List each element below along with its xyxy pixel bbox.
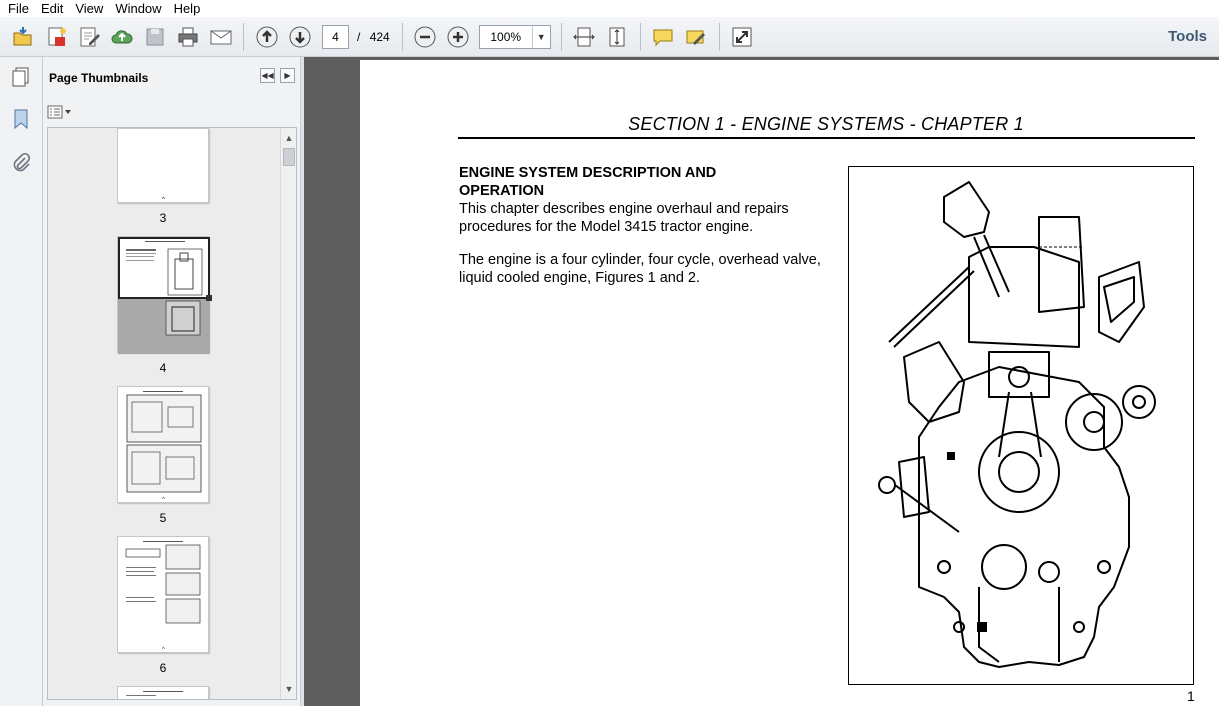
- next-page-button[interactable]: [285, 22, 315, 52]
- plus-circle-icon: [446, 25, 470, 49]
- create-pdf-icon: [44, 25, 68, 49]
- chevron-down-icon[interactable]: ▼: [532, 26, 550, 48]
- thumbnail-label: 4: [159, 361, 167, 375]
- section-heading: ENGINE SYSTEM DESCRIPTION AND OPERATION: [459, 165, 717, 199]
- previous-page-button[interactable]: [252, 22, 282, 52]
- page-thumbnails-button[interactable]: [7, 63, 35, 91]
- thumbnail-label: 5: [159, 511, 167, 525]
- engine-cutaway-illustration: [849, 167, 1193, 684]
- print-button[interactable]: [173, 22, 203, 52]
- folder-open-icon: [11, 25, 35, 49]
- chevron-right-icon: ▶: [284, 71, 291, 80]
- collapse-panel-button[interactable]: [260, 68, 275, 83]
- open-button[interactable]: [8, 22, 38, 52]
- resize-handle[interactable]: [206, 295, 212, 301]
- email-button[interactable]: [206, 22, 236, 52]
- thumbnail-label: 3: [159, 211, 167, 225]
- zoom-select[interactable]: [479, 25, 551, 49]
- zoom-value: 100%: [490, 29, 522, 44]
- expand-arrows-icon: [730, 25, 754, 49]
- double-chevron-left-icon: ◀◀: [261, 71, 274, 80]
- paperclip-icon: [10, 152, 32, 174]
- toolbar-separator: [719, 23, 720, 51]
- pages-icon: [10, 66, 32, 88]
- menu-file[interactable]: File: [8, 1, 29, 16]
- thumbnail-page-3[interactable]: ^: [117, 128, 209, 203]
- edit-document-icon: [77, 25, 101, 49]
- fit-page-icon: [605, 25, 629, 49]
- thumbnail-page-6[interactable]: [117, 536, 209, 653]
- viewport-indicator[interactable]: [118, 237, 210, 299]
- page-number-input[interactable]: 4: [322, 25, 349, 49]
- fit-width-button[interactable]: [569, 22, 599, 52]
- menu-bar: [0, 0, 1219, 17]
- paragraph-intro: This chapter describes engine overhaul and repairs procedures for the Model 3415 tractor engine.: [459, 201, 789, 235]
- envelope-icon: [209, 25, 233, 49]
- zoom-in-button[interactable]: [443, 22, 473, 52]
- svg-text:^: ^: [162, 497, 165, 503]
- scroll-down-icon[interactable]: ▼: [284, 684, 294, 694]
- thumbnail-label: 6: [159, 661, 167, 675]
- menu-help[interactable]: Help: [173, 1, 201, 16]
- create-pdf-button[interactable]: [41, 22, 71, 52]
- thumbnails-list[interactable]: [47, 127, 297, 700]
- expand-panel-button[interactable]: [280, 68, 295, 83]
- navigation-rail: [0, 57, 43, 706]
- save-button[interactable]: [140, 22, 170, 52]
- paragraph-engine: The engine is a four cylinder, four cycle, overhead valve, liquid cooled engine, Figures 1 and 2.: [459, 252, 821, 286]
- thumbnail-page-5[interactable]: [117, 386, 209, 503]
- fit-page-button[interactable]: [602, 22, 632, 52]
- fit-width-icon: [572, 25, 596, 49]
- bookmark-icon: [10, 108, 32, 130]
- thumbnails-scrollbar[interactable]: [280, 128, 296, 699]
- toolbar-separator: [402, 23, 403, 51]
- thumbnail-options-button[interactable]: [47, 104, 73, 120]
- thumbnails-panel: [43, 57, 300, 706]
- bookmarks-button[interactable]: [7, 105, 35, 133]
- page-separator: /: [357, 29, 361, 44]
- tools-button[interactable]: Tools: [1168, 28, 1207, 45]
- title-rule: [458, 137, 1195, 139]
- section-title: SECTION 1 - ENGINE SYSTEMS - CHAPTER 1: [628, 114, 1024, 134]
- save-icon: [143, 25, 167, 49]
- full-screen-button[interactable]: [727, 22, 757, 52]
- thumbnail-page-4[interactable]: [117, 236, 209, 353]
- arrow-down-circle-icon: [288, 25, 312, 49]
- page-total-count: 424: [369, 29, 390, 44]
- panel-title: Page Thumbnails: [49, 71, 149, 85]
- edit-pdf-button[interactable]: [74, 22, 104, 52]
- toolbar-separator: [640, 23, 641, 51]
- minus-circle-icon: [413, 25, 437, 49]
- toolbar-separator: [561, 23, 562, 51]
- engine-figure: [848, 166, 1194, 685]
- document-page: [360, 60, 1219, 706]
- page-footer-number: 1: [1187, 688, 1195, 704]
- svg-text:^: ^: [162, 647, 165, 653]
- scroll-thumb[interactable]: [283, 148, 295, 166]
- comment-button[interactable]: [648, 22, 678, 52]
- printer-icon: [176, 25, 200, 49]
- menu-window[interactable]: Window: [115, 1, 162, 16]
- zoom-out-button[interactable]: [410, 22, 440, 52]
- arrow-up-circle-icon: [255, 25, 279, 49]
- attachments-button[interactable]: [7, 149, 35, 177]
- speech-bubble-icon: [651, 25, 675, 49]
- cloud-upload-icon: [110, 25, 134, 49]
- highlighter-icon: [684, 25, 708, 49]
- menu-edit[interactable]: Edit: [40, 1, 64, 16]
- toolbar-separator: [243, 23, 244, 51]
- menu-view[interactable]: View: [75, 1, 104, 16]
- toolbar: [0, 17, 1219, 57]
- thumbnail-page-7[interactable]: [117, 686, 209, 700]
- highlight-button[interactable]: [681, 22, 711, 52]
- scroll-up-icon[interactable]: ▲: [284, 133, 294, 143]
- options-list-icon: [47, 105, 73, 119]
- upload-button[interactable]: [107, 22, 137, 52]
